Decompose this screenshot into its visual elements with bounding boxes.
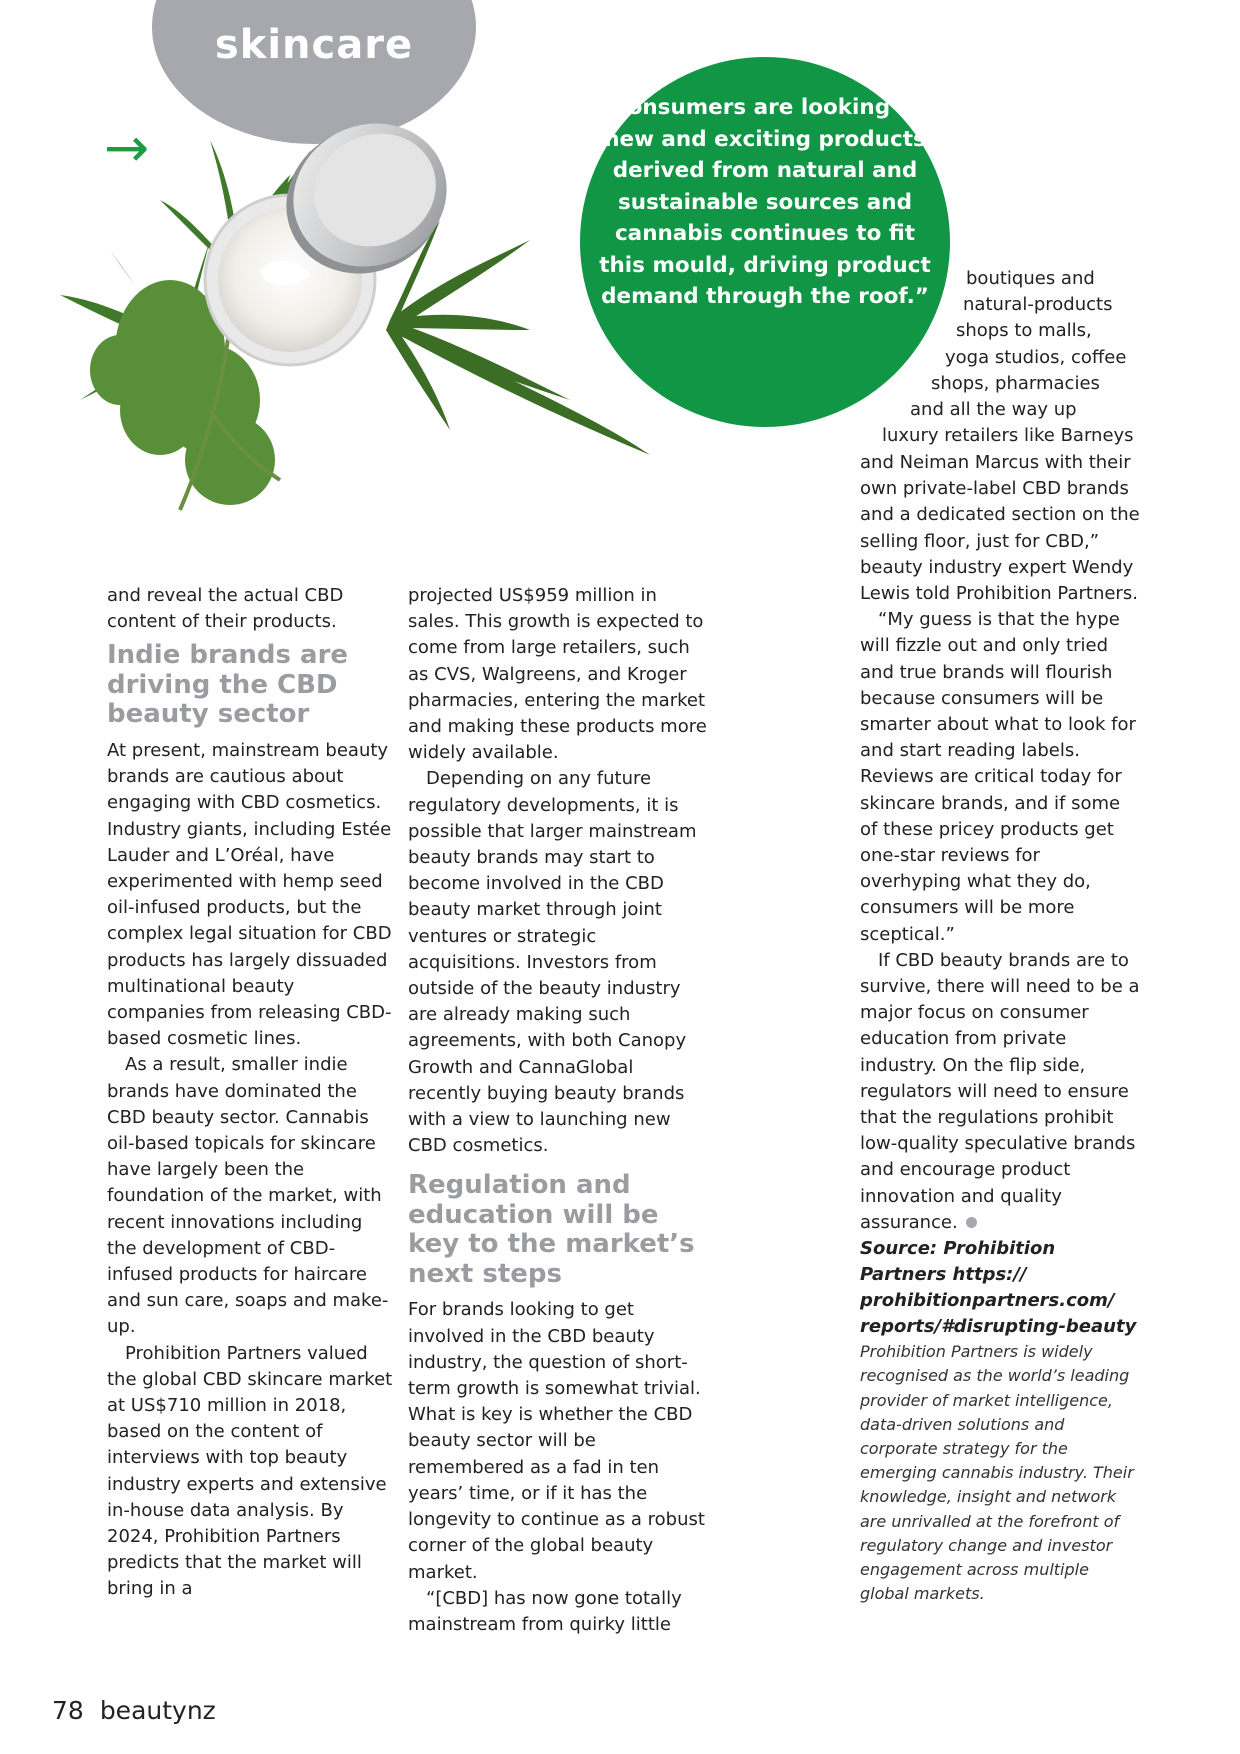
page-number: 78 <box>52 1696 84 1725</box>
wrap-line: boutiques and <box>966 268 1095 289</box>
open-quote-mark: “ <box>597 95 612 120</box>
column3-paragraph-3 <box>860 948 1140 1236</box>
heading-indie-brands: Indie brands are driving the CBD beauty sector <box>107 640 349 730</box>
wrap-line: shops, pharmacies <box>931 372 1100 394</box>
section-title: skincare <box>214 22 414 68</box>
column1-paragraph-3: Prohibition Partners valued the global CBD skincare market at US$710 million in 2018, based on the content of interviews with top beauty industry experts and extensive in-house data analysis. By 2024, Prohibition Partners predicts that the market will bring in a <box>107 1342 393 1600</box>
source-credit: Source: Prohibition Partners https:// prohibitionpartners.com/ reports/#disrupting-beauty <box>860 1238 1137 1338</box>
column2-paragraph-1: projected US$959 million in sales. This growth is expected to come from large retailers, such as CVS, Walgreens, and Kroger pharmacies, entering the market and making these products more widely available. <box>408 585 707 764</box>
column3-paragraph-2: “My guess is that the hype will fizzle out and only tried and true brands will flourish because consumers will be smarter about what to look for and start reading labels. Reviews are critical today for skincare brands, and if some of these pricey products get one-star reviews for overhyping what they do, consumers will be more sceptical.” <box>860 609 1136 945</box>
wrap-line: shops to malls, <box>956 320 1092 342</box>
column1-intro: and reveal the actual CBD content of their products. <box>107 585 344 633</box>
article-column-2 <box>408 583 708 1638</box>
column2-paragraph-2: Depending on any future regulatory developments, it is possible that larger mainstream beauty brands may start to become involved in the CBD beauty market through joint ventures or strategic acquisitions. Investors from outside of the beauty industry are already making such agreements, with both Canopy Growth and CannaGlobal recently buying beauty brands with a view to launching new CBD cosmetics. <box>408 768 697 1157</box>
column2-paragraph-4: “[CBD] has now gone totally mainstream from quirky little <box>408 1587 682 1635</box>
end-of-article-dot-icon <box>966 1217 977 1228</box>
article-column-3 <box>860 450 1140 1606</box>
page-footer <box>52 1696 216 1725</box>
column3-paragraph-1-rest: and Neiman Marcus with their own private-label CBD brands and a dedicated section on the selling floor, just for CBD,” beauty industry expert Wendy Lewis told Prohibition Partners. <box>860 452 1140 605</box>
about-prohibition-partners: Prohibition Partners is widely recognised as the world’s leading provider of market intelligence, data-driven solutions and corporate strategy for the emerging cannabis industry. Their knowledge, insight and network are unrivalled at the forefront of regulatory change and investor engagement across multiple global markets. <box>860 1342 1134 1604</box>
article-column-1 <box>107 583 397 1603</box>
wrap-line: natural-products <box>963 294 1113 316</box>
column1-paragraph-2: As a result, smaller indie brands have dominated the CBD beauty sector. Cannabis oil-based topicals for skincare have largely been the foundation of the market, with recent innovations including the development of CBD-infused products for haircare and sun care, soaps and make-up. <box>107 1054 389 1338</box>
column1-paragraph-1: At present, mainstream beauty brands are cautious about engaging with CBD cosmetics. Industry giants, including Estée Lauder and L’Oréal, have experimented with hemp seed oil-infused products, but the complex legal situation for CBD products has largely dissuaded multinational beauty companies from releasing CBD-based cosmetic lines. <box>107 739 392 1050</box>
column3-paragraph-3-text: If CBD beauty brands are to survive, there will need to be a major focus on consumer education from private industry. On the flip side, regulators will need to ensure that the regulations prohibit low-quality speculative brands and encourage product innovation and quality assurance. <box>860 949 1140 1233</box>
right-arrow-icon: → <box>104 116 150 179</box>
close-quote-mark: ” <box>914 284 929 309</box>
magazine-name: beautynz <box>99 1696 216 1725</box>
column2-paragraph-3: For brands looking to get involved in the CBD beauty industry, the question of short-term growth is somewhat trivial. What is key is whether the CBD beauty sector will be remembered as a fad in ten years’ time, or if it has the longevity to continue as a robust corner of the global beauty market. <box>408 1299 705 1583</box>
wrap-line: and all the way up <box>910 399 1077 421</box>
wrap-line: luxury retailers like Barneys <box>882 425 1134 447</box>
pull-quote-text: Consumers are looking for new and exciting products derived from natural and sustainable sources and cannabis continues to fit this mould, driving product demand through the roof. <box>599 95 933 309</box>
column3-wrapped-lines <box>760 266 1140 449</box>
wrap-line: yoga studios, coffee <box>945 346 1127 368</box>
heading-regulation-education: Regulation and education will be key to the market’s next steps <box>408 1170 695 1289</box>
